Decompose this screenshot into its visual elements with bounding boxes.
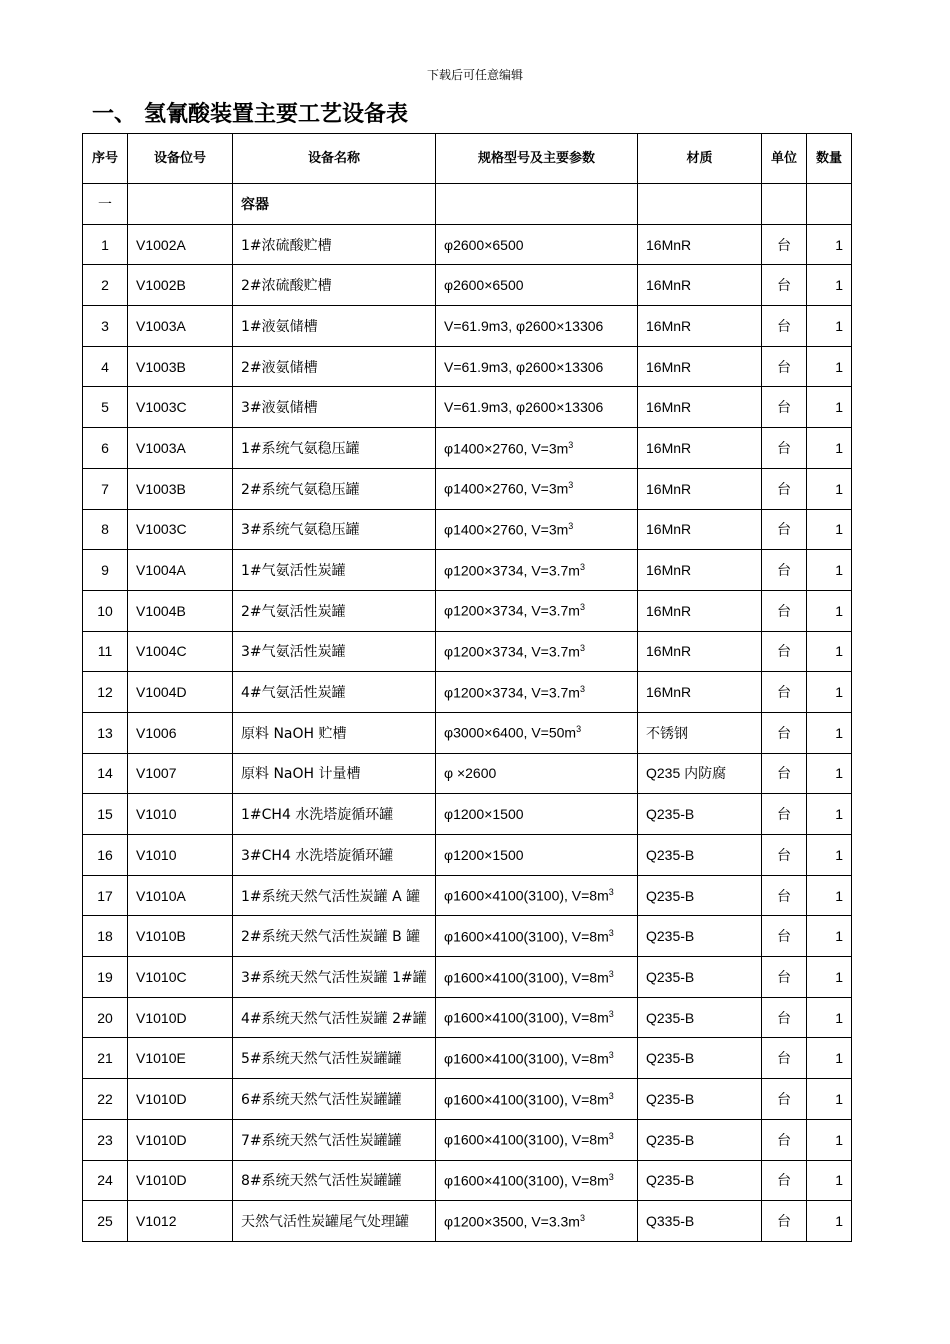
table-row <box>83 875 852 916</box>
table-row <box>83 672 852 713</box>
cell-qty: 1 <box>807 346 852 387</box>
cell-unit: 台 <box>762 1201 807 1242</box>
cell-spec <box>436 346 638 387</box>
cell-seq: 18 <box>83 916 128 957</box>
cell-qty: 1 <box>807 875 852 916</box>
cell-qty: 1 <box>807 997 852 1038</box>
cell-material: 16MnR <box>638 306 762 347</box>
cell-unit: 台 <box>762 468 807 509</box>
cell-material: Q235-B <box>638 1038 762 1079</box>
cell-name: 2#系统气氨稳压罐 <box>233 468 436 509</box>
cell-seq: 17 <box>83 875 128 916</box>
cell-name: 4#气氨活性炭罐 <box>233 672 436 713</box>
cell-name: 3#系统气氨稳压罐 <box>233 509 436 550</box>
cell-material: 16MnR <box>638 265 762 306</box>
spec-text: φ1400×2760, V=3m <box>444 521 569 538</box>
cell-seq: 16 <box>83 835 128 876</box>
cell-tag: V1010C <box>128 957 233 998</box>
cell-tag: V1002B <box>128 265 233 306</box>
cell-tag: V1010D <box>128 1119 233 1160</box>
cell-material: 16MnR <box>638 346 762 387</box>
cell-unit: 台 <box>762 265 807 306</box>
cell-seq: 19 <box>83 957 128 998</box>
cell-qty: 1 <box>807 265 852 306</box>
cell-tag: V1006 <box>128 712 233 753</box>
spec-text: φ1400×2760, V=3m <box>444 480 569 497</box>
cell-seq: 3 <box>83 306 128 347</box>
cell-material: Q335-B <box>638 1201 762 1242</box>
cell-tag: V1003C <box>128 509 233 550</box>
cell-seq: 9 <box>83 550 128 591</box>
cell-unit: 台 <box>762 835 807 876</box>
spec-superscript: 3 <box>608 927 614 938</box>
cell-qty: 1 <box>807 468 852 509</box>
cell-name: 4#系统天然气活性炭罐 2#罐 <box>233 997 436 1038</box>
spec-text: φ1600×4100(3100), V=8m <box>444 1172 609 1189</box>
cell-material: 16MnR <box>638 590 762 631</box>
table-row <box>83 712 852 753</box>
cell-name: 2#液氨储槽 <box>233 346 436 387</box>
cell-seq: 23 <box>83 1119 128 1160</box>
cell-qty: 1 <box>807 631 852 672</box>
cell-tag: V1010D <box>128 1079 233 1120</box>
cell-qty: 1 <box>807 590 852 631</box>
cell-material: 16MnR <box>638 468 762 509</box>
spec-text: φ1600×4100(3100), V=8m <box>444 928 609 945</box>
cell-spec <box>436 712 638 753</box>
spec-text: φ1200×1500 <box>444 806 524 823</box>
table-row <box>83 306 852 347</box>
cell-tag: V1004D <box>128 672 233 713</box>
cell-tag: V1010A <box>128 875 233 916</box>
cell-qty: 1 <box>807 916 852 957</box>
cell-material: 不锈钢 <box>638 712 762 753</box>
cell-name: 天然气活性炭罐尾气处理罐 <box>233 1201 436 1242</box>
cell-name: 7#系统天然气活性炭罐罐 <box>233 1119 436 1160</box>
cell-unit: 台 <box>762 916 807 957</box>
cell-name: 1#液氨储槽 <box>233 306 436 347</box>
spec-text: φ1200×3734, V=3.7m <box>444 643 580 660</box>
cell-qty: 1 <box>807 835 852 876</box>
cell-unit: 台 <box>762 306 807 347</box>
cell-material: Q235-B <box>638 1079 762 1120</box>
cell-tag: V1007 <box>128 753 233 794</box>
cell-material: Q235 内防腐 <box>638 753 762 794</box>
table-row <box>83 753 852 794</box>
table-row <box>83 1038 852 1079</box>
cell-spec <box>436 1201 638 1242</box>
cell-qty: 1 <box>807 224 852 265</box>
spec-text: φ1200×3500, V=3.3m <box>444 1213 580 1230</box>
table-row <box>83 428 852 469</box>
cell-qty: 1 <box>807 712 852 753</box>
spec-text: φ1200×3734, V=3.7m <box>444 684 580 701</box>
cell-tag: V1010B <box>128 916 233 957</box>
cell-tag: V1010D <box>128 997 233 1038</box>
cell-tag: V1010 <box>128 835 233 876</box>
spec-text: φ1400×2760, V=3m <box>444 440 569 457</box>
spec-superscript: 3 <box>579 643 585 654</box>
cell-unit: 台 <box>762 672 807 713</box>
table-row <box>83 387 852 428</box>
cell-unit: 台 <box>762 712 807 753</box>
table-row <box>83 631 852 672</box>
cell-unit: 台 <box>762 224 807 265</box>
category-seq: 一 <box>83 184 128 225</box>
spec-superscript: 3 <box>608 1172 614 1183</box>
spec-text: φ ×2600 <box>444 765 497 782</box>
table-row <box>83 957 852 998</box>
spec-superscript: 3 <box>608 1090 614 1101</box>
cell-seq: 25 <box>83 1201 128 1242</box>
cell-spec <box>436 265 638 306</box>
page-header-note: 下载后可任意编辑 <box>426 68 523 82</box>
cell-unit: 台 <box>762 957 807 998</box>
cell-spec <box>436 631 638 672</box>
cell-qty: 1 <box>807 1038 852 1079</box>
cell-spec <box>436 509 638 550</box>
cell-seq: 21 <box>83 1038 128 1079</box>
spec-text: φ1600×4100(3100), V=8m <box>444 969 609 986</box>
table-row <box>83 346 852 387</box>
cell-material: Q235-B <box>638 997 762 1038</box>
table-header-row <box>83 134 852 184</box>
cell-unit: 台 <box>762 550 807 591</box>
cell-name: 1#浓硫酸贮槽 <box>233 224 436 265</box>
cell-seq: 11 <box>83 631 128 672</box>
spec-superscript: 3 <box>579 561 585 572</box>
cell-unit: 台 <box>762 794 807 835</box>
cell-unit: 台 <box>762 1079 807 1120</box>
cell-qty: 1 <box>807 672 852 713</box>
cell-tag: V1010E <box>128 1038 233 1079</box>
cell-tag: V1003B <box>128 346 233 387</box>
header-seq: 序号 <box>83 134 128 184</box>
category-unit <box>762 184 807 225</box>
cell-tag: V1004A <box>128 550 233 591</box>
cell-unit: 台 <box>762 1119 807 1160</box>
spec-superscript: 3 <box>579 1212 585 1223</box>
page-title <box>92 97 408 128</box>
cell-name: 3#气氨活性炭罐 <box>233 631 436 672</box>
cell-material: 16MnR <box>638 428 762 469</box>
spec-text: φ2600×6500 <box>444 277 524 294</box>
cell-spec <box>436 957 638 998</box>
table-row <box>83 224 852 265</box>
header-material: 材质 <box>638 134 762 184</box>
table-row <box>83 468 852 509</box>
cell-tag: V1003A <box>128 306 233 347</box>
cell-seq: 7 <box>83 468 128 509</box>
cell-material: Q235-B <box>638 916 762 957</box>
cell-name: 1#CH4 水洗塔旋循环罐 <box>233 794 436 835</box>
cell-seq: 13 <box>83 712 128 753</box>
spec-text: φ1600×4100(3100), V=8m <box>444 1091 609 1108</box>
cell-spec <box>436 997 638 1038</box>
cell-qty: 1 <box>807 509 852 550</box>
category-qty <box>807 184 852 225</box>
header-tag: 设备位号 <box>128 134 233 184</box>
cell-qty: 1 <box>807 753 852 794</box>
spec-superscript: 3 <box>568 521 574 532</box>
spec-superscript: 3 <box>608 968 614 979</box>
cell-spec <box>436 672 638 713</box>
category-spec <box>436 184 638 225</box>
cell-qty: 1 <box>807 1160 852 1201</box>
cell-spec <box>436 794 638 835</box>
cell-name: 1#气氨活性炭罐 <box>233 550 436 591</box>
cell-name: 1#系统气氨稳压罐 <box>233 428 436 469</box>
table-row <box>83 1119 852 1160</box>
cell-spec <box>436 916 638 957</box>
table-row <box>83 550 852 591</box>
cell-unit: 台 <box>762 753 807 794</box>
cell-tag: V1003B <box>128 468 233 509</box>
spec-superscript: 3 <box>579 602 585 613</box>
cell-qty: 1 <box>807 1079 852 1120</box>
spec-text: φ1600×4100(3100), V=8m <box>444 1050 609 1067</box>
cell-tag: V1012 <box>128 1201 233 1242</box>
cell-name: 原料 NaOH 贮槽 <box>233 712 436 753</box>
cell-name: 5#系统天然气活性炭罐罐 <box>233 1038 436 1079</box>
spec-text: φ3000×6400, V=50m <box>444 725 577 742</box>
table-row <box>83 997 852 1038</box>
cell-qty: 1 <box>807 957 852 998</box>
table-row <box>83 1201 852 1242</box>
spec-superscript: 3 <box>608 1009 614 1020</box>
cell-name: 6#系统天然气活性炭罐罐 <box>233 1079 436 1120</box>
cell-spec <box>436 1119 638 1160</box>
header-qty: 数量 <box>807 134 852 184</box>
cell-spec <box>436 835 638 876</box>
category-name: 容器 <box>233 184 436 225</box>
cell-unit: 台 <box>762 509 807 550</box>
cell-unit: 台 <box>762 590 807 631</box>
cell-unit: 台 <box>762 997 807 1038</box>
spec-superscript: 3 <box>576 724 582 735</box>
cell-spec <box>436 1038 638 1079</box>
cell-material: 16MnR <box>638 387 762 428</box>
spec-text: V=61.9m3, φ2600×13306 <box>444 399 604 416</box>
cell-name: 原料 NaOH 计量槽 <box>233 753 436 794</box>
cell-tag: V1003C <box>128 387 233 428</box>
category-material <box>638 184 762 225</box>
cell-tag: V1002A <box>128 224 233 265</box>
category-row <box>83 184 852 225</box>
cell-qty: 1 <box>807 1119 852 1160</box>
spec-superscript: 3 <box>568 439 574 450</box>
cell-spec <box>436 1079 638 1120</box>
spec-text: φ1200×3734, V=3.7m <box>444 603 580 620</box>
cell-qty: 1 <box>807 428 852 469</box>
cell-name: 8#系统天然气活性炭罐罐 <box>233 1160 436 1201</box>
spec-text: V=61.9m3, φ2600×13306 <box>444 317 604 334</box>
cell-qty: 1 <box>807 550 852 591</box>
table-row <box>83 590 852 631</box>
spec-text: φ1600×4100(3100), V=8m <box>444 1131 609 1148</box>
table-row <box>83 835 852 876</box>
spec-text: φ2600×6500 <box>444 236 524 253</box>
cell-spec <box>436 306 638 347</box>
cell-qty: 1 <box>807 306 852 347</box>
cell-qty: 1 <box>807 1201 852 1242</box>
cell-tag: V1004C <box>128 631 233 672</box>
table-row <box>83 265 852 306</box>
cell-spec <box>436 468 638 509</box>
cell-tag: V1010 <box>128 794 233 835</box>
cell-material: 16MnR <box>638 631 762 672</box>
cell-seq: 5 <box>83 387 128 428</box>
cell-seq: 1 <box>83 224 128 265</box>
cell-spec <box>436 875 638 916</box>
spec-superscript: 3 <box>608 1131 614 1142</box>
cell-spec <box>436 550 638 591</box>
cell-unit: 台 <box>762 387 807 428</box>
cell-name: 2#系统天然气活性炭罐 B 罐 <box>233 916 436 957</box>
cell-unit: 台 <box>762 875 807 916</box>
spec-superscript: 3 <box>608 887 614 898</box>
cell-unit: 台 <box>762 1038 807 1079</box>
cell-unit: 台 <box>762 428 807 469</box>
cell-material: Q235-B <box>638 1119 762 1160</box>
equipment-table <box>82 133 852 1242</box>
cell-spec <box>436 1160 638 1201</box>
cell-material: 16MnR <box>638 224 762 265</box>
header-spec: 规格型号及主要参数 <box>436 134 638 184</box>
cell-material: 16MnR <box>638 509 762 550</box>
section-title: 氢氰酸装置主要工艺设备表 <box>144 102 409 127</box>
table-body <box>83 184 852 1242</box>
table-row <box>83 509 852 550</box>
cell-name: 1#系统天然气活性炭罐 A 罐 <box>233 875 436 916</box>
spec-superscript: 3 <box>608 1049 614 1060</box>
cell-material: 16MnR <box>638 672 762 713</box>
cell-unit: 台 <box>762 631 807 672</box>
spec-text: φ1200×1500 <box>444 846 524 863</box>
cell-name: 3#系统天然气活性炭罐 1#罐 <box>233 957 436 998</box>
cell-name: 2#气氨活性炭罐 <box>233 590 436 631</box>
spec-superscript: 3 <box>568 480 574 491</box>
cell-name: 3#液氨储槽 <box>233 387 436 428</box>
cell-material: Q235-B <box>638 875 762 916</box>
cell-seq: 14 <box>83 753 128 794</box>
cell-spec <box>436 590 638 631</box>
cell-spec <box>436 387 638 428</box>
cell-qty: 1 <box>807 794 852 835</box>
cell-seq: 8 <box>83 509 128 550</box>
cell-tag: V1004B <box>128 590 233 631</box>
cell-seq: 20 <box>83 997 128 1038</box>
cell-material: Q235-B <box>638 794 762 835</box>
table-row <box>83 916 852 957</box>
table-row <box>83 1160 852 1201</box>
header-unit: 单位 <box>762 134 807 184</box>
cell-spec <box>436 753 638 794</box>
cell-seq: 15 <box>83 794 128 835</box>
cell-seq: 22 <box>83 1079 128 1120</box>
cell-seq: 12 <box>83 672 128 713</box>
cell-seq: 4 <box>83 346 128 387</box>
spec-text: φ1600×4100(3100), V=8m <box>444 1009 609 1026</box>
header-name: 设备名称 <box>233 134 436 184</box>
cell-unit: 台 <box>762 346 807 387</box>
spec-text: φ1200×3734, V=3.7m <box>444 562 580 579</box>
cell-name: 3#CH4 水洗塔旋循环罐 <box>233 835 436 876</box>
section-number: 一、 <box>92 102 137 127</box>
cell-unit: 台 <box>762 1160 807 1201</box>
cell-spec <box>436 428 638 469</box>
spec-text: φ1600×4100(3100), V=8m <box>444 887 609 904</box>
table-row <box>83 1079 852 1120</box>
cell-spec <box>436 224 638 265</box>
cell-name: 2#浓硫酸贮槽 <box>233 265 436 306</box>
cell-material: Q235-B <box>638 1160 762 1201</box>
spec-text: V=61.9m3, φ2600×13306 <box>444 358 604 375</box>
cell-material: 16MnR <box>638 550 762 591</box>
cell-tag: V1003A <box>128 428 233 469</box>
cell-seq: 6 <box>83 428 128 469</box>
cell-tag: V1010D <box>128 1160 233 1201</box>
cell-seq: 10 <box>83 590 128 631</box>
cell-qty: 1 <box>807 387 852 428</box>
table-row <box>83 794 852 835</box>
cell-seq: 24 <box>83 1160 128 1201</box>
cell-seq: 2 <box>83 265 128 306</box>
cell-material: Q235-B <box>638 957 762 998</box>
spec-superscript: 3 <box>579 683 585 694</box>
cell-material: Q235-B <box>638 835 762 876</box>
category-tag <box>128 184 233 225</box>
